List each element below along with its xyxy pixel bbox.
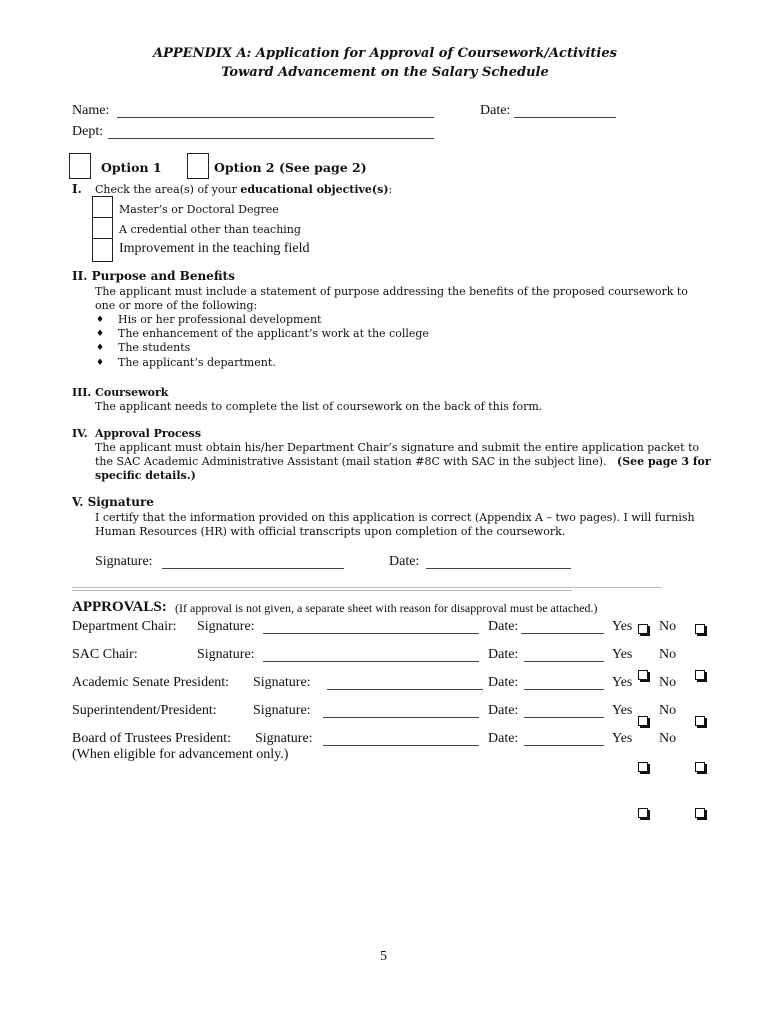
section4-line2: the SAC Academic Administrative Assistant (mail station #8C with SAC in the subject line). (See page 3 for — [95, 455, 711, 468]
approval-signature-field[interactable] — [323, 717, 479, 718]
no-label: No — [659, 703, 677, 718]
approval-date-field[interactable] — [524, 661, 604, 662]
yes-checkbox[interactable] — [638, 808, 648, 818]
approval-date-label: Date: — [488, 703, 519, 718]
applicant-signature-label: Signature: — [95, 554, 153, 569]
document-title-line1: APPENDIX A: Application for Approval of Coursework/Activities — [153, 46, 617, 61]
date-label: Date: — [480, 103, 511, 118]
option2-checkbox[interactable] — [187, 153, 209, 179]
approval-date-field[interactable] — [524, 717, 604, 718]
name-field[interactable] — [117, 117, 434, 118]
approval-role-label: Academic Senate President: — [72, 675, 230, 690]
benefit-list-item: The enhancement of the applicant’s work at the college — [118, 327, 429, 340]
dept-field[interactable] — [108, 138, 434, 139]
option1-checkbox[interactable] — [69, 153, 91, 179]
approval-signature-label: Signature: — [197, 619, 255, 634]
section3-text: The applicant needs to complete the list of coursework on the back of this form. — [95, 400, 543, 413]
page-number: 5 — [380, 949, 387, 964]
no-label: No — [659, 647, 677, 662]
section2-heading: II. Purpose and Benefits — [72, 269, 235, 283]
yes-label: Yes — [612, 619, 633, 634]
approvals-footnote: (When eligible for advancement only.) — [72, 747, 289, 762]
objective-credential-checkbox[interactable] — [92, 217, 113, 239]
section-divider — [72, 590, 572, 591]
no-checkbox[interactable] — [695, 670, 705, 680]
approvals-heading: APPROVALS: — [72, 599, 167, 615]
approval-signature-field[interactable] — [263, 661, 479, 662]
approval-signature-label: Signature: — [197, 647, 255, 662]
section2-intro-line2: one or more of the following: — [95, 299, 258, 312]
dept-label: Dept: — [72, 124, 104, 139]
no-label: No — [659, 619, 677, 634]
yes-label: Yes — [612, 731, 633, 746]
section5-line2: Human Resources (HR) with official transcripts upon completion of the coursework. — [95, 525, 566, 538]
benefit-list-item: The students — [118, 341, 191, 354]
objective-credential-label: A credential other than teaching — [119, 223, 301, 236]
objective-degree-label: Master’s or Doctoral Degree — [119, 203, 279, 216]
diamond-bullet-icon: ♦ — [96, 358, 105, 368]
applicant-signature-field[interactable] — [162, 568, 344, 569]
no-checkbox[interactable] — [695, 624, 705, 634]
benefit-list-item: His or her professional development — [118, 313, 322, 326]
approvals-note: (If approval is not given, a separate sheet with reason for disapproval must be attached.) — [175, 601, 598, 615]
approval-date-field[interactable] — [521, 633, 604, 634]
approval-signature-label: Signature: — [255, 731, 313, 746]
yes-checkbox[interactable] — [638, 624, 648, 634]
approval-signature-field[interactable] — [327, 689, 483, 690]
benefit-list-item: The applicant’s department. — [118, 356, 276, 369]
option2-label: Option 2 (See page 2) — [214, 160, 367, 175]
yes-label: Yes — [612, 703, 633, 718]
section4-numeral: IV. — [72, 427, 88, 440]
yes-checkbox[interactable] — [638, 762, 648, 772]
section4-heading: Approval Process — [95, 427, 202, 440]
approval-date-field[interactable] — [524, 689, 604, 690]
no-checkbox[interactable] — [695, 808, 705, 818]
approval-date-label: Date: — [488, 675, 519, 690]
diamond-bullet-icon: ♦ — [96, 329, 105, 339]
approval-date-label: Date: — [488, 619, 519, 634]
section2-intro-line1: The applicant must include a statement of purpose addressing the benefits of the proposed coursework to — [95, 285, 688, 298]
date-field[interactable] — [514, 117, 616, 118]
approval-role-label: Board of Trustees President: — [72, 731, 232, 746]
yes-label: Yes — [612, 675, 633, 690]
diamond-bullet-icon: ♦ — [96, 315, 105, 325]
yes-checkbox[interactable] — [638, 716, 648, 726]
yes-checkbox[interactable] — [638, 670, 648, 680]
yes-label: Yes — [612, 647, 633, 662]
section5-heading: V. Signature — [72, 495, 154, 509]
objective-teaching-checkbox[interactable] — [92, 238, 113, 262]
approval-signature-field[interactable] — [323, 745, 479, 746]
section4-line3: specific details.) — [95, 469, 196, 482]
approval-role-label: SAC Chair: — [72, 647, 138, 662]
objective-teaching-label: Improvement in the teaching field — [119, 241, 310, 256]
no-label: No — [659, 675, 677, 690]
approval-date-label: Date: — [488, 731, 519, 746]
no-checkbox[interactable] — [695, 762, 705, 772]
section-divider — [72, 587, 662, 588]
approval-signature-label: Signature: — [253, 703, 311, 718]
diamond-bullet-icon: ♦ — [96, 343, 105, 353]
applicant-date-label: Date: — [389, 554, 420, 569]
section4-line1: The applicant must obtain his/her Department Chair’s signature and submit the entire application packet to — [95, 441, 700, 454]
document-title-line2: Toward Advancement on the Salary Schedule — [221, 65, 549, 80]
section1-instruction: Check the area(s) of your educational objective(s): — [95, 183, 393, 196]
approval-date-field[interactable] — [524, 745, 604, 746]
approval-signature-label: Signature: — [253, 675, 311, 690]
option1-label: Option 1 — [101, 160, 162, 175]
section1-numeral: I. — [72, 182, 82, 196]
approval-signature-field[interactable] — [263, 633, 479, 634]
section5-line1: I certify that the information provided on this application is correct (Appendix A – two pages). I will furnish — [95, 511, 695, 524]
no-label: No — [659, 731, 677, 746]
approval-date-label: Date: — [488, 647, 519, 662]
applicant-date-field[interactable] — [426, 568, 571, 569]
approval-role-label: Department Chair: — [72, 619, 177, 634]
objective-degree-checkbox[interactable] — [92, 196, 113, 218]
section3-heading: III. Coursework — [72, 386, 169, 399]
approval-role-label: Superintendent/President: — [72, 703, 217, 718]
no-checkbox[interactable] — [695, 716, 705, 726]
name-label: Name: — [72, 103, 110, 118]
